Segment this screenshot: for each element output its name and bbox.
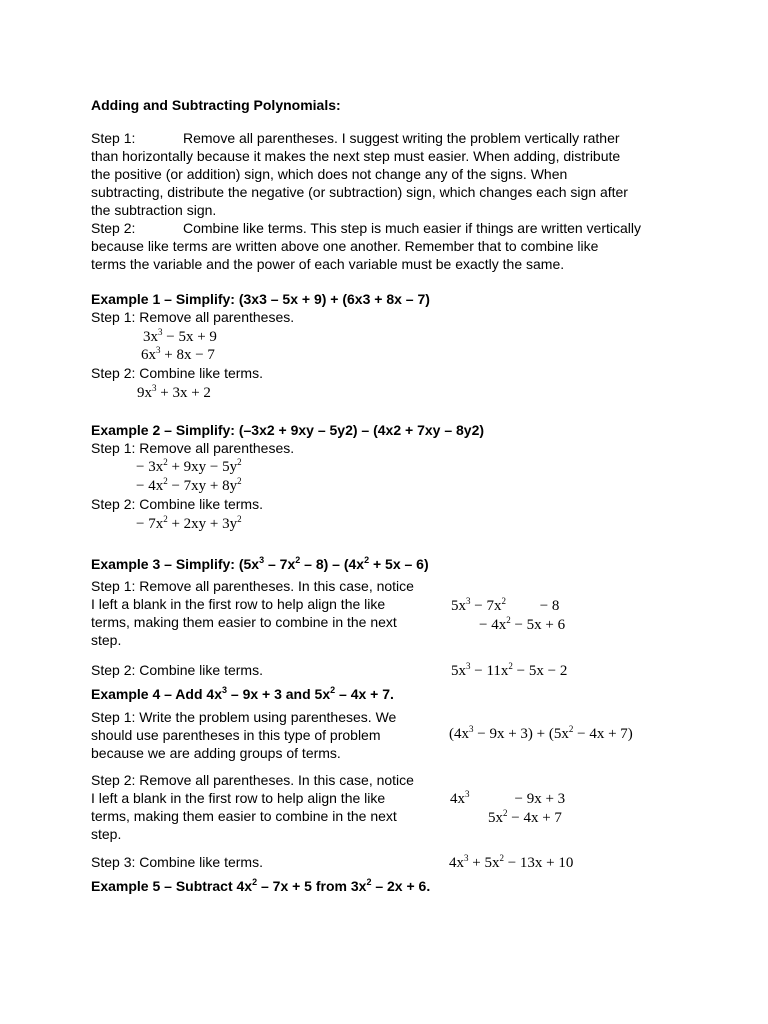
example-2-result: − $7x^2 + 2xy + 3y^2$: [136, 514, 242, 532]
intro-step1-line-2: than horizontally because it makes the next step must easier. When adding, distribute: [91, 148, 621, 164]
example-4-result: $4x^3 + 5x^2 - 13x + 10$: [449, 853, 574, 871]
example-4-step-1-line-2: should use parentheses in this type of problem: [91, 727, 381, 743]
example-3-expr-row-2: − $4x^2 - 5x + 6$: [479, 615, 566, 633]
example-3-result: $5x^3 - 11x^2 - 5x - 2$: [451, 661, 568, 679]
intro-step1-line-5: the subtraction sign.: [91, 202, 217, 218]
example-3-step-1-line-3: terms, making them easier to combine in the next: [91, 614, 397, 630]
example-4-expr-parenthesized: $(4x^3 - 9x + 3) + (5x^2 - 4x + 7)$: [449, 724, 633, 742]
example-3-step-1-line-2: I left a blank in the first row to help align the like: [91, 596, 386, 612]
intro-step2-line-2: because like terms are written above one another. Remember that to combine like: [91, 238, 599, 254]
example-4-expr-row-1: $4x^3$ − 9x + 3: [450, 789, 566, 807]
example-4-step-2-line-2: I left a blank in the first row to help align the like: [91, 790, 386, 806]
intro-step2-line-1: Step 2: Combine like terms. This step is much easier if things are written vertically: [91, 220, 642, 236]
example-1-result: $9x^3 + 3x + 2$: [137, 383, 211, 401]
example-2-step-1: Step 1: Remove all parentheses.: [91, 440, 295, 456]
intro-step2-line-3: terms the variable and the power of each variable must be exactly the same.: [91, 256, 565, 272]
example-4-step-2-line-3: terms, making them easier to combine in the next: [91, 808, 397, 824]
example-4-step-1-line-1: Step 1: Write the problem using parentheses. We: [91, 709, 397, 725]
example-4-heading: Example 4 – Add $4x^3 - 9x + 3$ and $5x^2 - 4x + 7$.: [91, 685, 394, 702]
example-3-heading: Example 3 – Simplify: $(5x^3 - 7x^2 - 8) - (4x^2 + 5x - 6)$: [91, 555, 429, 572]
example-4-expr-row-2: $5x^2 - 4x + 7$: [488, 808, 562, 826]
intro-step1-line-3: the positive (or addition) sign, which does not change any of the signs. When: [91, 166, 568, 182]
example-1-step-1: Step 1: Remove all parentheses.: [91, 309, 295, 325]
example-2-step-2: Step 2: Combine like terms.: [91, 496, 263, 512]
example-2-heading: Example 2 – Simplify: (–3x2 + 9xy – 5y2) – (4x2 + 7xy – 8y2): [91, 422, 485, 438]
example-3-step-1-line-1: Step 1: Remove all parentheses. In this case, notice: [91, 578, 414, 594]
example-3-expr-row-1: $5x^3 - 7x^2$ − 8: [451, 596, 560, 614]
example-2-expr-row-2: − $4x^2 - 7xy + 8y^2$: [136, 476, 242, 494]
example-1-expr-row-1: $3x^3 - 5x + 9$: [143, 327, 217, 345]
example-4-step-2-line-4: step.: [91, 826, 122, 842]
example-2-expr-row-1: − $3x^2 + 9xy - 5y^2$: [136, 457, 242, 475]
example-1-step-2: Step 2: Combine like terms.: [91, 365, 263, 381]
example-3-step-1-line-4: step.: [91, 632, 122, 648]
intro-step1-line-1: Step 1: Remove all parentheses. I suggest writing the problem vertically rather: [91, 130, 620, 146]
example-4-step-2-line-1: Step 2: Remove all parentheses. In this case, notice: [91, 772, 414, 788]
example-5-heading: Example 5 – Subtract $4x^2 - 7x + 5$ from $3x^2 - 2x + 6$.: [91, 877, 431, 894]
example-1-expr-row-2: $6x^3 + 8x - 7$: [141, 345, 215, 363]
example-4-step-3: Step 3: Combine like terms.: [91, 854, 263, 870]
page-title: Adding and Subtracting Polynomials:: [91, 97, 341, 113]
example-3-step-2: Step 2: Combine like terms.: [91, 662, 263, 678]
intro-step1-line-4: subtracting, distribute the negative (or subtraction) sign, which changes each sign after: [91, 184, 628, 200]
example-1-heading: Example 1 – Simplify: (3x3 – 5x + 9) + (6x3 + 8x – 7): [91, 291, 430, 307]
example-4-step-1-line-3: because we are adding groups of terms.: [91, 745, 341, 761]
